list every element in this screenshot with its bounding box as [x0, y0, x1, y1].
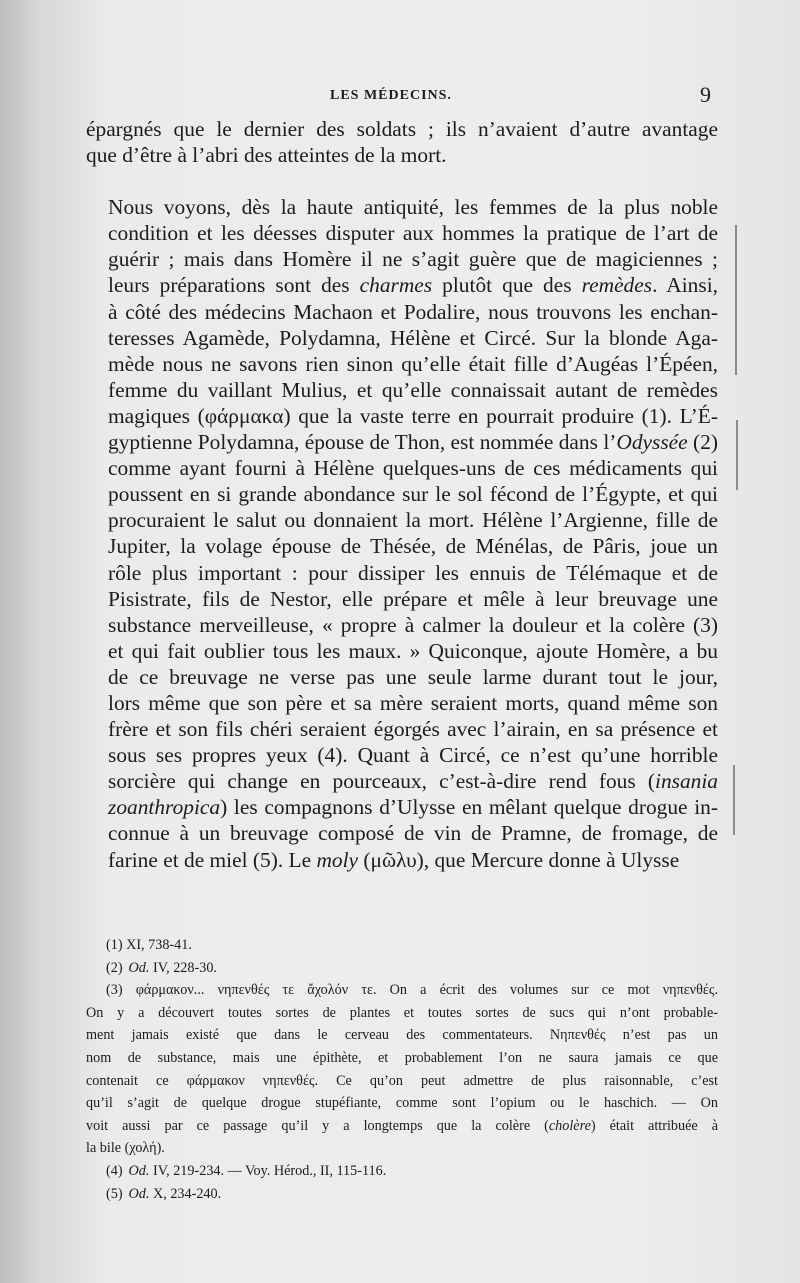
- paragraph-2-line: procuraient le salut ou donnaient la mort. Hélène l’Argienne, fille de: [108, 508, 718, 533]
- paragraph-2-line: sous ses propres yeux (4). Quant à Circé, ce n’est qu’une horrible: [108, 743, 718, 768]
- footnote-3-line: On y a découvert toutes sortes de plantes et toutes sortes de sucs qui n’ont probable-: [86, 1004, 718, 1021]
- running-head: LES MÉDECINS.: [330, 88, 452, 103]
- footnote-3-line: ment jamais existé que dans le cerveau des commentateurs. Νηπενθές n’est pas un: [86, 1027, 718, 1044]
- paragraph-2-line: guérir ; mais dans Homère il ne s’agit guère que de magiciennes ;: [108, 247, 718, 272]
- paragraph-2-line: magiques (φάρμακα) que la vaste terre en pourrait produire (1). L’É-: [108, 403, 718, 428]
- footnote-2: [86, 957, 718, 980]
- paragraph-2-line: poussent en si grande abondance sur le sol fécond de l’Égypte, et qui: [108, 482, 718, 507]
- paragraph-2-line: et qui fait oublier tous les maux. » Quiconque, ajoute Homère, a bu: [108, 638, 718, 663]
- footnotes: [86, 934, 718, 1205]
- paragraph-1: [86, 116, 718, 168]
- paragraph-2-line: substance merveilleuse, « propre à calmer la douleur et la colère (3): [108, 612, 718, 637]
- paragraph-2-line: connue à un breuvage composé de vin de Pramne, de fromage, de: [108, 821, 718, 846]
- paragraph-2-line: Nous voyons, dès la haute antiquité, les femmes de la plus noble: [108, 195, 718, 220]
- paragraph-2-line: zoanthropica) les compagnons d’Ulysse en mêlant quelque drogue in-: [108, 795, 718, 820]
- footnote-3-line: voit aussi par ce passage qu’il y a longtemps que la colère (cholère) était attribuée à: [86, 1117, 718, 1134]
- paragraph-1-line: épargnés que le dernier des soldats ; ils n’avaient d’autre avantage: [86, 117, 718, 141]
- paragraph-2-line: de ce breuvage ne verse pas une seule larme durant tout le jour,: [108, 664, 718, 689]
- main-text: [86, 116, 718, 873]
- paragraph-2-line: Pisistrate, fils de Nestor, elle prépare et mêle à leur breuvage une: [108, 586, 718, 611]
- paragraph-2-line: lors même que son père et sa mère seraient morts, quand même son: [108, 690, 718, 715]
- paragraph-2-line: femme du vaillant Mulius, et qu’elle connaissait autant de remèdes: [108, 377, 718, 402]
- paragraph-2-line: à côté des médecins Machaon et Podalire, nous trouvons les enchan-: [108, 299, 718, 324]
- footnote-2-work: Od.: [128, 959, 150, 976]
- margin-pencil-mark: [733, 765, 735, 835]
- paragraph-2-line: mède nous ne savons rien sinon qu’elle était fille d’Augéas l’Épéen,: [108, 351, 718, 376]
- paragraph-2-line: Jupiter, la volage épouse de Thésée, de Ménélas, de Pâris, joue un: [108, 534, 718, 559]
- footnote-5-work: Od.: [128, 1185, 150, 1202]
- footnote-5-ref: X, 234-240.: [152, 1185, 222, 1202]
- footnote-1: [86, 934, 718, 957]
- footnote-1-text: (1) XI, 738-41.: [106, 937, 192, 953]
- margin-pencil-mark: [736, 420, 738, 490]
- footnote-5-number: (5): [106, 1185, 123, 1202]
- footnote-2-ref: IV, 228-30.: [152, 959, 217, 976]
- footnote-4-number: (4): [106, 1162, 123, 1179]
- paragraph-2-line: farine et de miel (5). Le moly (μῶλυ), que Mercure donne à Ulysse: [108, 847, 680, 872]
- paragraph-2-line: rôle plus important : pour dissiper les ennuis de Télémaque et de: [108, 560, 718, 585]
- page-number: 9: [700, 82, 711, 107]
- page-header: [0, 82, 800, 112]
- footnote-2-number: (2): [106, 959, 123, 976]
- footnote-3: [86, 979, 718, 1160]
- footnote-3-line: qu’il s’agit de quelque drogue stupéfiante, comme sont l’opium ou le haschich. — On: [86, 1095, 718, 1112]
- footnote-3-line: (3) φάρμακον... νηπενθές τε ἄχολόν τε. On a écrit des volumes sur ce mot νηπενθές.: [106, 982, 718, 999]
- paragraph-2-line: leurs préparations sont des charmes plutôt que des remèdes. Ainsi,: [108, 273, 718, 298]
- paragraph-2: [86, 194, 718, 872]
- paragraph-2-line: sorcière qui change en pourceaux, c’est-à-dire rend fous (insania: [108, 769, 718, 794]
- footnote-3-line: nom de substance, mais une épithète, et probablement l’on ne saura jamais ce que: [86, 1049, 718, 1066]
- footnote-3-line: la bile (χολή).: [86, 1140, 165, 1157]
- paragraph-2-line: frère et son fils chéri seraient égorgés avec l’airain, en sa présence et: [108, 717, 718, 742]
- margin-pencil-mark: [735, 225, 737, 375]
- footnote-3-line: contenait ce φάρμακον νηπενθές. Ce qu’on peut admettre de plus raisonnable, c’est: [86, 1072, 718, 1089]
- footnote-4-ref: IV, 219-234. — Voy. Hérod., II, 115-116.: [152, 1162, 387, 1179]
- paragraph-2-line: teresses Agamède, Polydamna, Hélène et Circé. Sur la blonde Aga-: [108, 325, 718, 350]
- footnote-4-work: Od.: [128, 1162, 150, 1179]
- paragraph-2-line: condition et les déesses disputer aux hommes la pratique de l’art de: [108, 221, 718, 246]
- footnote-4: [86, 1160, 718, 1183]
- paragraph-2-line: gyptienne Polydamna, épouse de Thon, est nommée dans l’Odyssée (2): [108, 430, 718, 455]
- paragraph-2-line: comme ayant fourni à Hélène quelques-uns de ces médicaments qui: [108, 456, 718, 481]
- footnote-5: [86, 1183, 718, 1206]
- paragraph-1-line: que d’être à l’abri des atteintes de la mort.: [86, 143, 447, 168]
